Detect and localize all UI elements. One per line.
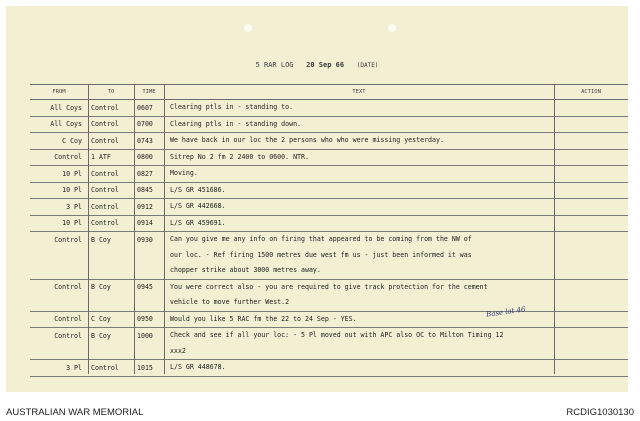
unit-name: 5 RAR LOG bbox=[255, 61, 294, 69]
log-date: 20 Sep 66 bbox=[306, 61, 345, 69]
to-cell: Control bbox=[91, 202, 119, 211]
text-cell bbox=[164, 117, 554, 133]
text-line: L/S GR 459691. bbox=[170, 218, 226, 227]
column-divider bbox=[134, 84, 135, 374]
table-body bbox=[30, 100, 628, 377]
col-action: ACTION bbox=[581, 89, 601, 95]
text-line: Can you give me any info on firing that appeared to be coming from the NW of bbox=[170, 235, 472, 243]
from-cell: Control bbox=[54, 283, 82, 292]
time-cell: 0950 bbox=[137, 315, 153, 324]
text-cell bbox=[164, 360, 554, 376]
time-cell: 0945 bbox=[137, 283, 153, 292]
log-sheet bbox=[6, 6, 628, 392]
to-cell: Control bbox=[91, 186, 119, 195]
time-cell: 0914 bbox=[137, 219, 153, 228]
log-header bbox=[6, 61, 628, 69]
table-row bbox=[30, 117, 628, 134]
table-row bbox=[30, 183, 628, 200]
table-header bbox=[30, 84, 628, 100]
table-row bbox=[30, 166, 628, 183]
text-line: L/S GR 451686. bbox=[170, 185, 226, 194]
table-row bbox=[30, 360, 628, 377]
time-cell: 1015 bbox=[137, 363, 153, 372]
column-divider bbox=[88, 84, 89, 374]
from-cell: 3 Pl bbox=[66, 202, 82, 211]
to-cell: Control bbox=[91, 219, 119, 228]
table-row bbox=[30, 216, 628, 233]
time-cell: 0743 bbox=[137, 136, 153, 145]
punch-hole bbox=[388, 24, 396, 32]
text-cell bbox=[164, 199, 554, 215]
text-line: xxx2 bbox=[170, 346, 186, 355]
text-line: our loc. - Ref firing 1500 metres due west fm us - just been informed it was bbox=[170, 250, 472, 259]
from-cell: All Coys bbox=[50, 103, 82, 112]
from-cell: 10 Pl bbox=[62, 169, 82, 178]
text-line: Clearing ptls in - standing down. bbox=[170, 119, 302, 128]
time-cell: 0607 bbox=[137, 103, 153, 112]
time-cell: 0930 bbox=[137, 235, 153, 244]
from-cell: 10 Pl bbox=[62, 219, 82, 228]
to-cell: Control bbox=[91, 103, 119, 112]
text-cell bbox=[164, 133, 554, 149]
time-cell: 0827 bbox=[137, 169, 153, 178]
table-row bbox=[30, 199, 628, 216]
from-cell: All Coys bbox=[50, 120, 82, 129]
to-cell: Control bbox=[91, 363, 119, 372]
to-cell: Control bbox=[91, 136, 119, 145]
to-cell: Control bbox=[91, 120, 119, 129]
text-line: You were correct also - you are required to give track protection for the cement bbox=[170, 282, 488, 291]
table-row bbox=[30, 100, 628, 117]
text-line: Sitrep No 2 fm 2 2400 to 0600. NTR. bbox=[170, 152, 309, 161]
table-row bbox=[30, 328, 628, 360]
column-divider bbox=[164, 84, 165, 374]
time-cell: 0800 bbox=[137, 153, 153, 162]
text-line: L/S GR 442668. bbox=[170, 202, 226, 210]
from-cell: 3 Pl bbox=[66, 363, 82, 372]
from-cell: Control bbox=[54, 315, 82, 324]
col-time: TIME bbox=[142, 89, 156, 95]
date-label: (DATE) bbox=[356, 62, 379, 69]
log-table bbox=[30, 84, 628, 377]
col-text: TEXT bbox=[352, 89, 366, 95]
text-line: Clearing ptls in - standing to. bbox=[170, 103, 294, 111]
to-cell: B Coy bbox=[91, 331, 111, 340]
text-line: Check and see if all your loc: - 5 Pl moved out with APC also OC to Milton Timing 12 bbox=[170, 331, 504, 339]
text-cell bbox=[164, 280, 554, 311]
text-cell bbox=[164, 166, 554, 182]
text-line: L/S GR 448678. bbox=[170, 363, 226, 371]
text-line: vehicle to move further West.2 bbox=[170, 298, 290, 306]
to-cell: 1 ATF bbox=[91, 153, 111, 162]
handwritten-note: Base lat 46 bbox=[485, 305, 527, 319]
text-cell bbox=[164, 150, 554, 166]
text-cell bbox=[164, 328, 554, 359]
column-divider bbox=[554, 84, 555, 374]
col-from: FROM bbox=[52, 89, 66, 95]
text-line: Would you like 5 RAC fm the 22 to 24 Sep - YES. bbox=[170, 314, 357, 323]
footer-institution: AUSTRALIAN WAR MEMORIAL bbox=[6, 407, 144, 418]
footer-reference: RCDIG1030130 bbox=[566, 407, 634, 418]
to-cell: B Coy bbox=[91, 235, 111, 244]
from-cell: C Coy bbox=[62, 136, 82, 145]
table-row bbox=[30, 280, 628, 312]
col-to: TO bbox=[107, 89, 115, 95]
text-line: We have back in our loc the 2 persons who who were missing yesterday. bbox=[170, 136, 444, 144]
from-cell: Control bbox=[54, 153, 82, 162]
table-row bbox=[30, 150, 628, 167]
table-row bbox=[30, 312, 628, 329]
text-line: chopper strike about 3000 metres away. bbox=[170, 266, 321, 274]
text-cell bbox=[164, 216, 554, 232]
text-cell bbox=[164, 232, 554, 279]
time-cell: 0845 bbox=[137, 186, 153, 195]
table-row bbox=[30, 232, 628, 280]
text-cell bbox=[164, 183, 554, 199]
text-cell bbox=[164, 100, 554, 116]
to-cell: Control bbox=[91, 169, 119, 178]
text-line: Moving. bbox=[170, 169, 198, 177]
time-cell: 0912 bbox=[137, 202, 153, 211]
table-row bbox=[30, 133, 628, 150]
to-cell: C Coy bbox=[91, 315, 111, 324]
punch-hole bbox=[244, 24, 252, 32]
from-cell: Control bbox=[54, 235, 82, 244]
from-cell: 10 Pl bbox=[62, 186, 82, 195]
time-cell: 0700 bbox=[137, 120, 153, 129]
from-cell: Control bbox=[54, 331, 82, 340]
time-cell: 1000 bbox=[137, 331, 153, 340]
to-cell: B Coy bbox=[91, 283, 111, 292]
